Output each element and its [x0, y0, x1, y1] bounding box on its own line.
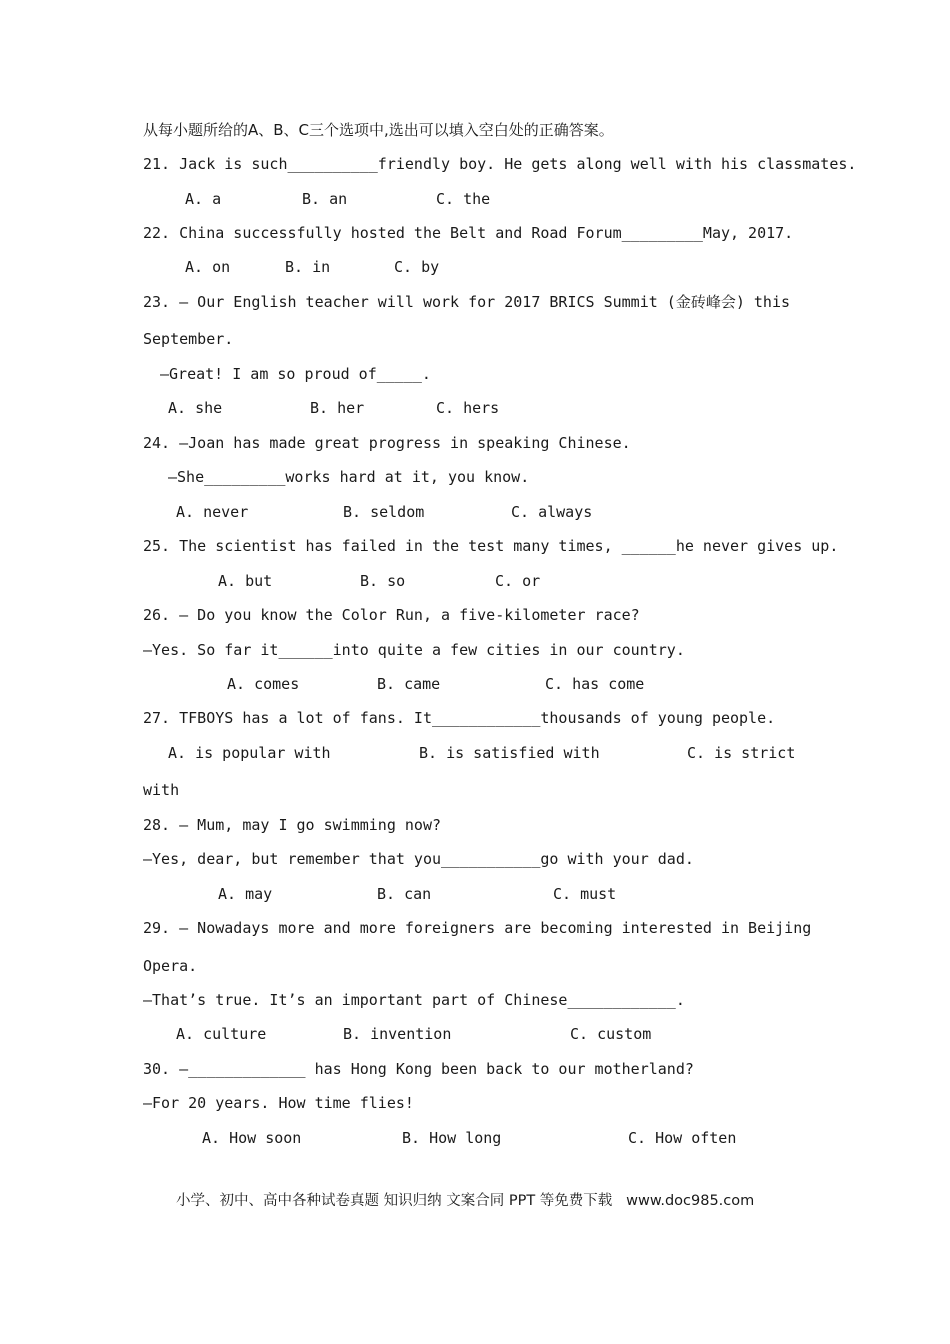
question-23-reply: —Great! I am so proud of_____.: [160, 365, 431, 383]
q25-option-c: C. or: [495, 572, 541, 590]
q24-option-c: C. always: [511, 503, 593, 521]
q21-option-a: A. a: [185, 190, 222, 208]
q25-option-b: B. so: [360, 572, 406, 590]
q30-option-a: A. How soon: [202, 1129, 302, 1147]
q30-option-b: B. How long: [402, 1129, 502, 1147]
q22-option-c: C. by: [394, 258, 440, 276]
q27-option-a: A. is popular with: [168, 744, 331, 762]
q27-option-b: B. is satisfied with: [419, 744, 600, 762]
question-26-reply: —Yes. So far it______into quite a few cities in our country.: [143, 641, 685, 659]
question-24-reply: —She_________works hard at it, you know.: [168, 468, 530, 486]
q27-option-c-continued: with: [143, 781, 180, 799]
question-30-reply: —For 20 years. How time flies!: [143, 1094, 414, 1112]
question-28-reply: —Yes, dear, but remember that you___________go with your dad.: [143, 850, 694, 868]
q24-option-b: B. seldom: [343, 503, 425, 521]
q21-option-c: C. the: [436, 190, 491, 208]
q26-option-a: A. comes: [227, 675, 300, 693]
q24-option-a: A. never: [176, 503, 249, 521]
question-29-stem-line1: 29. — Nowadays more and more foreigners are becoming interested in Beijing: [143, 919, 812, 937]
q28-option-a: A. may: [218, 885, 273, 903]
q26-option-b: B. came: [377, 675, 441, 693]
q29-option-c: C. custom: [570, 1025, 652, 1043]
q29-option-b: B. invention: [343, 1025, 452, 1043]
q25-option-a: A. but: [218, 572, 273, 590]
q22-option-a: A. on: [185, 258, 231, 276]
question-27-stem: 27. TFBOYS has a lot of fans. It____________thousands of young people.: [143, 709, 776, 727]
q21-option-b: B. an: [302, 190, 348, 208]
question-29-reply: —That’s true. It’s an important part of Chinese____________.: [143, 991, 685, 1009]
q27-option-c: C. is strict: [687, 744, 796, 762]
question-23-stem-line2: September.: [143, 330, 234, 348]
q26-option-c: C. has come: [545, 675, 645, 693]
q29-option-a: A. culture: [176, 1025, 267, 1043]
footer-download-text: 小学、初中、高中各种试卷真题 知识归纳 文案合同 PPT 等免费下载 www.doc985.com: [176, 1193, 755, 1209]
question-28-stem: 28. — Mum, may I go swimming now?: [143, 816, 442, 834]
question-30-stem: 30. —_____________ has Hong Kong been back to our motherland?: [143, 1060, 694, 1078]
q28-option-b: B. can: [377, 885, 432, 903]
question-29-stem-line2: Opera.: [143, 957, 198, 975]
question-21-stem: 21. Jack is such__________friendly boy. He gets along well with his classmates.: [143, 155, 857, 173]
instruction-text: 从每小题所给的A、B、C三个选项中,选出可以填入空白处的正确答案。: [143, 121, 614, 139]
question-23-stem-line1: 23. — Our English teacher will work for 2017 BRICS Summit (金砖峰会) this: [143, 293, 790, 311]
q23-option-b: B. her: [310, 399, 365, 417]
question-24-stem: 24. —Joan has made great progress in speaking Chinese.: [143, 434, 631, 452]
q22-option-b: B. in: [285, 258, 331, 276]
question-26-stem: 26. — Do you know the Color Run, a five-kilometer race?: [143, 606, 640, 624]
question-22-stem: 22. China successfully hosted the Belt and Road Forum_________May, 2017.: [143, 224, 794, 242]
q23-option-c: C. hers: [436, 399, 500, 417]
q28-option-c: C. must: [553, 885, 617, 903]
q23-option-a: A. she: [168, 399, 223, 417]
question-25-stem: 25. The scientist has failed in the test many times, ______he never gives up.: [143, 537, 839, 555]
q30-option-c: C. How often: [628, 1129, 737, 1147]
